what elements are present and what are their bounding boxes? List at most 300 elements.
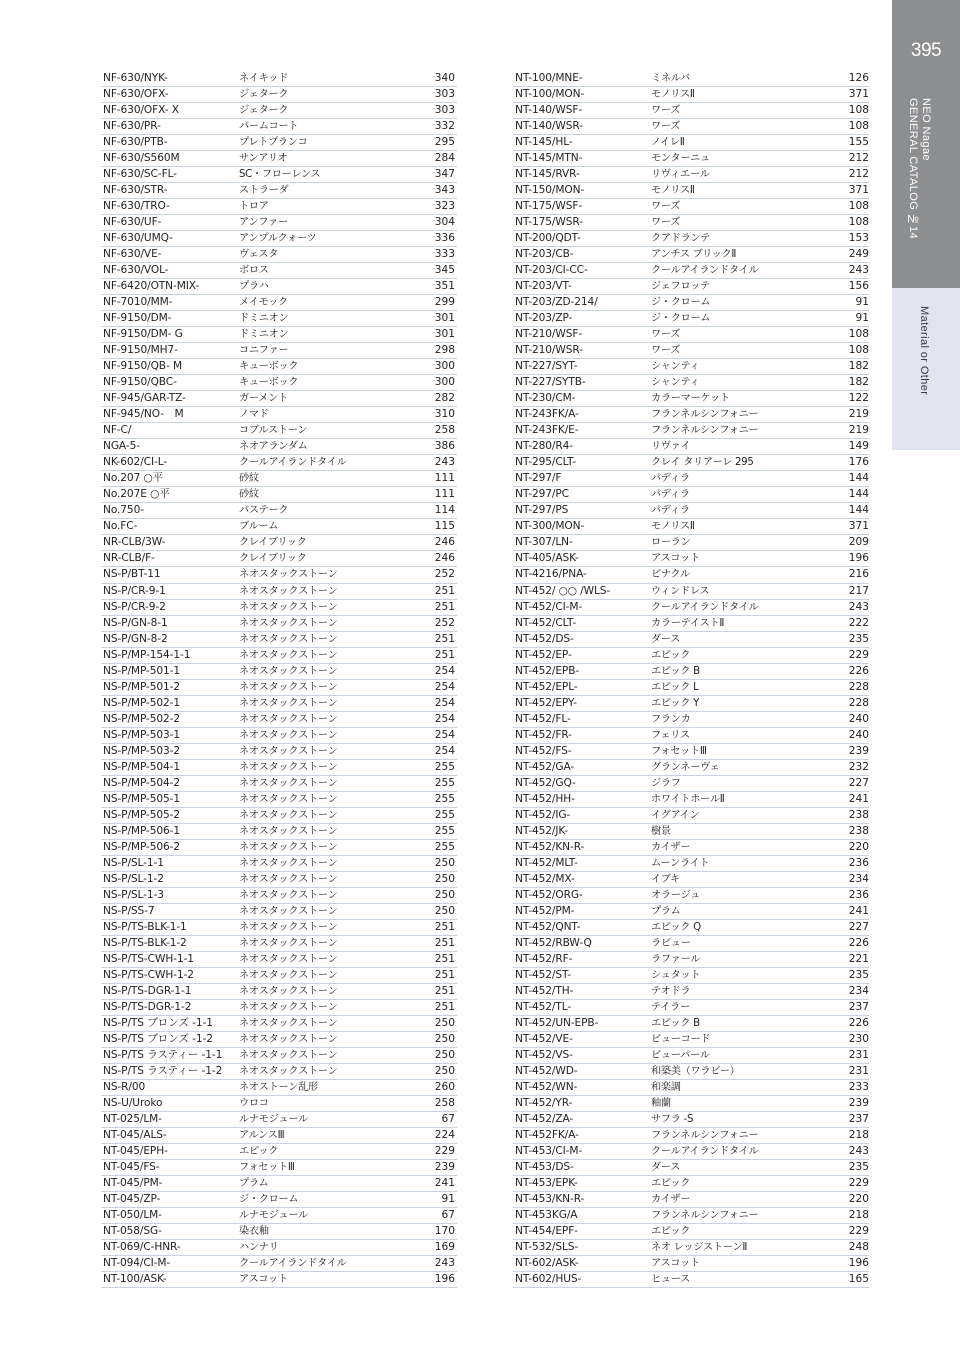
index-row [513,359,869,375]
page-reference: 251 [434,936,455,949]
page-reference: 241 [848,904,869,917]
index-row [101,215,457,231]
page-reference: 301 [434,312,455,325]
page-reference: 252 [434,568,455,581]
page-reference: 347 [434,168,455,181]
page-reference: 220 [848,840,869,853]
product-name: ネオスタックストーン [239,873,338,885]
product-code: NT-452/TL- [515,1000,572,1013]
product-name: 和楽調 [651,1081,681,1093]
index-row [101,776,457,792]
index-row [513,968,869,984]
index-row [513,616,869,632]
index-row [101,840,457,856]
product-name: フランネルシンフォニー [651,1210,759,1222]
product-code: NT-050/LM- [103,1209,162,1222]
page-reference: 196 [848,1257,869,1270]
product-name: ラビュー [651,937,691,949]
product-name: ネオスタックストーン [239,857,338,869]
product-code: NK-602/CI-L- [103,456,168,469]
product-code: NS-P/BT-11 [103,568,161,581]
product-code: NS-P/GN-8-2 [103,632,168,645]
page-reference: 251 [434,984,455,997]
product-code: NT-150/MON- [515,184,585,197]
product-name: ビューパール [651,1049,710,1061]
page-reference: 235 [848,1161,869,1174]
page-reference: 231 [848,1064,869,1077]
product-name: ミネルバ [651,73,690,84]
index-row [101,487,457,503]
product-code: NT-452/IG- [515,808,571,821]
index-row [513,487,869,503]
product-name: フォセットⅢ [239,1162,295,1174]
product-code: NT-297/PS [515,504,569,517]
index-row [513,792,869,808]
product-code: NF-630/TRO- [103,200,170,213]
index-row [101,680,457,696]
product-code: NT-203/VT- [515,280,572,293]
product-name: ジ・クローム [651,297,711,309]
page-reference: 238 [848,824,869,837]
index-row [513,664,869,680]
page-reference: 228 [848,680,869,693]
index-row [101,1176,457,1192]
product-name: フランネルシンフォニー [651,425,759,437]
page-reference: 250 [434,856,455,869]
page-reference: 224 [434,1129,455,1142]
index-row [513,103,869,119]
product-code: NS-P/TS-CWH-1-2 [103,968,194,981]
product-name: コブルストーン [239,425,308,437]
product-code: NT-140/WSF- [515,104,583,117]
product-code: NF-9150/DM- [103,312,172,325]
index-row [101,311,457,327]
page-reference: 255 [434,808,455,821]
index-row [101,1256,457,1272]
index-row [101,744,457,760]
product-name: ネオスタックストーン [239,761,338,773]
index-row [101,936,457,952]
product-name: ネオスタックストーン [239,569,338,581]
page-reference: 371 [848,520,869,533]
product-name: プラム [239,1178,269,1190]
product-name: クールアイランドタイル [239,457,347,469]
page-reference: 235 [848,632,869,645]
index-column-right [513,71,869,1288]
product-code: NT-452/GQ- [515,776,576,789]
product-name: アンプルクォーツ [239,233,317,245]
index-row [101,199,457,215]
product-code: NT-175/WSR- [515,216,583,229]
product-name: 樹景 [651,825,671,837]
product-name: 釉蘭 [651,1098,671,1109]
product-code: NT-452/DS- [515,632,574,645]
product-code: NT-297/F [515,472,562,485]
page-reference: 241 [434,1177,455,1190]
page-reference: 182 [848,360,869,373]
page-reference: 144 [848,472,869,485]
product-name: ストラーダ [239,185,289,197]
page-reference: 226 [848,1016,869,1029]
product-code: NT-280/R4- [515,440,573,453]
product-name: ムーンライト [651,857,710,869]
product-name: クアドランテ [651,233,711,245]
product-name: ネオスタックストーン [239,793,338,805]
product-name: ヒュース [651,1274,691,1286]
page-reference: 229 [848,1225,869,1238]
product-name: 染衣釉 [239,1226,269,1238]
product-name: クレイブリック [239,537,307,549]
product-name: キューボック [239,377,299,389]
product-code: NT-452/QNT- [515,920,581,933]
index-row [513,87,869,103]
product-code: NT-405/ASK- [515,552,579,565]
product-code: NT-100/ASK- [103,1273,167,1286]
index-row [101,1000,457,1016]
product-code: NT-452/MX- [515,872,575,885]
product-code: NT-452/HH- [515,792,575,805]
page-reference: 155 [848,136,869,149]
page-reference: 250 [434,888,455,901]
product-code: NT-452/FR- [515,728,572,741]
product-code: NF-630/OFX- X [103,104,179,117]
page-reference: 250 [434,1016,455,1029]
product-code: NT-100/MON- [515,88,585,101]
index-row [513,984,869,1000]
product-code: NS-P/SL-1-2 [103,872,164,885]
product-name: リヴィエール [651,169,710,181]
index-row [101,1240,457,1256]
product-code: NT-452/CLT- [515,616,577,629]
page-reference: 340 [434,72,455,84]
index-row [101,327,457,343]
index-row [513,519,869,535]
index-row [513,1080,869,1096]
product-code: NF-630/UMQ- [103,232,173,245]
product-name: ワーズ [651,217,681,229]
product-name: モンターニュ [651,153,710,165]
product-code: NT-203/ZP- [515,312,573,325]
page-reference: 218 [848,1209,869,1222]
index-row [101,1048,457,1064]
product-name: ネオスタックストーン [239,665,338,677]
product-name: パディラ [651,489,690,501]
product-code: NT-452/PM- [515,904,575,917]
page-reference: 234 [848,984,869,997]
page-reference: 251 [434,632,455,645]
page-reference: 229 [848,1177,869,1190]
page-reference: 114 [434,504,455,517]
index-row [513,1112,869,1128]
product-code: NT-045/EPH- [103,1145,168,1158]
index-row [513,872,869,888]
product-code: No.207E ○平 [103,488,170,501]
product-name: シャンティ [651,377,700,389]
product-name: カラーテイストⅡ [651,617,725,629]
page-reference: 300 [434,376,455,389]
product-name: ワーズ [651,329,681,341]
product-name: ネオストーン乱形 [239,1081,318,1093]
page-reference: 323 [434,200,455,213]
page-reference: 251 [434,920,455,933]
page-reference: 91 [441,1193,455,1206]
product-code: NT-243FK/A- [515,408,579,421]
product-name: ネオスタックストーン [239,937,338,949]
product-name: サフラ -S [651,1114,694,1126]
product-name: ビューコード [651,1033,711,1045]
index-row [513,1144,869,1160]
product-code: NS-P/MP-502-2 [103,712,181,725]
page-reference: 156 [848,280,869,293]
index-row [513,632,869,648]
index-row [513,696,869,712]
product-name: ルナモジュール [239,1210,308,1222]
product-code: NS-P/TS ブロンズ -1-2 [103,1032,213,1045]
index-row [101,375,457,391]
product-code: NT-452/FL- [515,712,571,725]
product-code: NT-452/RF- [515,952,573,965]
product-name: クールアイランドタイル [651,601,759,613]
index-row [513,1128,869,1144]
index-row [101,551,457,567]
index-row [101,1112,457,1128]
page-reference: 233 [848,1080,869,1093]
product-code: NT-452/TH- [515,984,574,997]
page-reference: 196 [848,552,869,565]
product-name: フランネルシンフォニー [651,1130,759,1142]
product-code: NT-045/ALS- [103,1129,167,1142]
product-code: NT-203/CB- [515,248,574,261]
product-code: NT-307/LN- [515,536,573,549]
product-code: NS-P/TS ラスティー -1-1 [103,1048,223,1061]
page-reference: 250 [434,1048,455,1061]
product-code: NF-6420/OTN-MIX- [103,280,200,293]
product-code: NS-P/TS ブロンズ -1-1 [103,1016,213,1029]
product-code: NGA-5- [103,440,140,453]
page-reference: 239 [848,1097,869,1109]
index-row [101,632,457,648]
product-code: NF-9150/DM- G [103,328,183,341]
product-code: NF-630/UF- [103,216,162,229]
index-row [101,792,457,808]
page-reference: 250 [434,904,455,917]
product-code: NS-P/MP-505-1 [103,792,181,805]
index-row [513,1096,869,1112]
product-name: ピナクル [651,569,690,581]
index-row [513,936,869,952]
product-code: NT-453KG/A [515,1209,578,1222]
page-reference: 240 [848,712,869,725]
product-code: NF-9150/QBC- [103,376,177,389]
product-name: サンアリオ [239,153,288,165]
index-row [513,551,869,567]
product-code: NS-P/CR-9-1 [103,584,166,597]
index-row [513,1048,869,1064]
product-name: ウィンドレス [651,585,710,597]
page-reference: 255 [434,824,455,837]
product-name: ジ・クローム [651,313,711,325]
page-reference: 282 [434,392,455,405]
page-reference: 126 [848,72,869,84]
page-reference: 243 [848,264,869,277]
index-row [513,920,869,936]
page-reference: 234 [848,872,869,885]
page-reference: 108 [848,200,869,213]
page-reference: 235 [848,968,869,981]
product-name: クールアイランドタイル [651,1146,759,1158]
page-reference: 241 [848,792,869,805]
product-name: カイザー [651,1194,691,1206]
index-row [513,600,869,616]
page-reference: 299 [434,296,455,309]
index-row [513,167,869,183]
index-row [101,696,457,712]
page-reference: 229 [434,1145,455,1158]
product-name: アンチス ブリックⅡ [651,249,737,261]
page-reference: 251 [434,968,455,981]
product-code: NT-4216/PNA- [515,568,587,581]
product-code: NF-630/PR- [103,120,161,133]
product-code: No.750- [103,504,144,517]
index-row [101,584,457,600]
index-row [513,327,869,343]
index-row [513,776,869,792]
product-code: NT-452/WD- [515,1064,578,1077]
product-code: NS-P/MP-504-1 [103,760,181,773]
index-row [513,279,869,295]
product-code: NT-452/ZA- [515,1113,574,1126]
page-reference: 182 [848,376,869,389]
product-code: NT-227/SYTB- [515,376,586,389]
product-code: NT-452/EPY- [515,696,577,709]
product-code: NT-453/EPK- [515,1177,578,1190]
index-row [513,135,869,151]
product-code: NT-452/RBW-Q [515,936,592,949]
index-row [513,439,869,455]
product-name: ネオ レッジストーンⅡ [651,1242,748,1254]
product-name: ネオスタックストーン [239,889,338,901]
page-reference: 122 [848,392,869,405]
product-name: フォセットⅢ [651,745,707,757]
product-name: エピック [651,649,691,661]
product-name: 砂紋 [239,489,259,501]
product-code: NT-203/CI-CC- [515,264,588,277]
product-code: NT-230/CM- [515,392,576,405]
index-row [101,1016,457,1032]
page-reference: 250 [434,1064,455,1077]
product-code: NF-945/NO- M [103,408,184,421]
index-row [101,1272,457,1288]
page-reference: 108 [848,328,869,341]
product-name: ネオスタックストーン [239,617,338,629]
product-code: NF-9150/MH7- [103,344,178,357]
product-name: パームコート [239,121,299,133]
page-reference: 251 [434,648,455,661]
product-code: NT-210/WSR- [515,344,583,357]
page-reference: 237 [848,1000,869,1013]
page-reference: 255 [434,760,455,773]
product-name: ネオスタックストーン [239,1065,338,1077]
product-code: NT-532/SLS- [515,1241,579,1254]
index-row [513,888,869,904]
page-reference: 300 [434,360,455,373]
index-row [101,455,457,471]
product-name: アスコット [651,553,700,565]
page-reference: 254 [434,744,455,757]
product-name: テオドラ [651,985,691,997]
product-name: クレイブリック [239,553,307,565]
index-row [101,119,457,135]
product-name: アスコット [651,1258,700,1270]
index-row [513,904,869,920]
index-row [101,728,457,744]
product-code: NS-P/TS-DGR-1-2 [103,1000,192,1013]
product-code: NT-094/CI-M- [103,1257,171,1270]
product-name: ノマド [239,409,269,421]
product-name: エピック B [651,665,700,677]
index-row [101,1080,457,1096]
page-reference: 248 [848,1241,869,1254]
page-reference: 251 [434,584,455,597]
page-reference: 227 [848,776,869,789]
page-reference: 332 [434,120,455,133]
product-name: オラージュ [651,889,701,901]
index-row [101,1192,457,1208]
side-tab-section[interactable] [892,288,960,450]
product-name: シャンティ [651,361,700,373]
product-name: エピック [651,1226,691,1238]
product-name: ボロス [239,265,269,277]
index-row [101,423,457,439]
index-row [513,151,869,167]
product-code: NF-945/GAR-TZ- [103,392,186,405]
product-code: NS-P/TS-BLK-1-2 [103,936,187,949]
product-name: クールアイランドタイル [651,265,759,277]
product-code: NS-P/TS ラスティー -1-2 [103,1064,223,1077]
page-reference: 252 [434,616,455,629]
product-name: ルナモジュール [239,1114,308,1126]
index-row [513,840,869,856]
index-row [101,712,457,728]
page-reference: 254 [434,712,455,725]
product-name: ジェフロッテ [651,281,710,293]
product-code: NS-U/Uroko [103,1097,163,1109]
product-code: NS-P/CR-9-2 [103,600,166,613]
product-name: ネオスタックストーン [239,825,338,837]
product-code: NT-452/MLT- [515,856,578,869]
page-reference: 111 [434,488,455,501]
product-name: ガーメント [239,393,288,405]
page-reference: 310 [434,408,455,421]
index-row [513,1064,869,1080]
page-reference: 91 [855,296,869,309]
product-name: キューボック [239,361,299,373]
product-code: NT-227/SYT- [515,360,578,373]
index-row [101,135,457,151]
product-code: NS-P/MP-503-2 [103,744,181,757]
page-reference: 345 [434,264,455,277]
index-row [101,600,457,616]
product-name: クールアイランドタイル [239,1258,347,1270]
product-code: NT-025/LM- [103,1113,162,1126]
product-name: ネオスタックストーン [239,713,338,725]
product-name: ネオスタックストーン [239,1033,338,1045]
index-row [101,920,457,936]
page-reference: 212 [848,168,869,181]
index-row [101,1160,457,1176]
index-row [513,263,869,279]
product-code: NT-200/QDT- [515,232,581,245]
